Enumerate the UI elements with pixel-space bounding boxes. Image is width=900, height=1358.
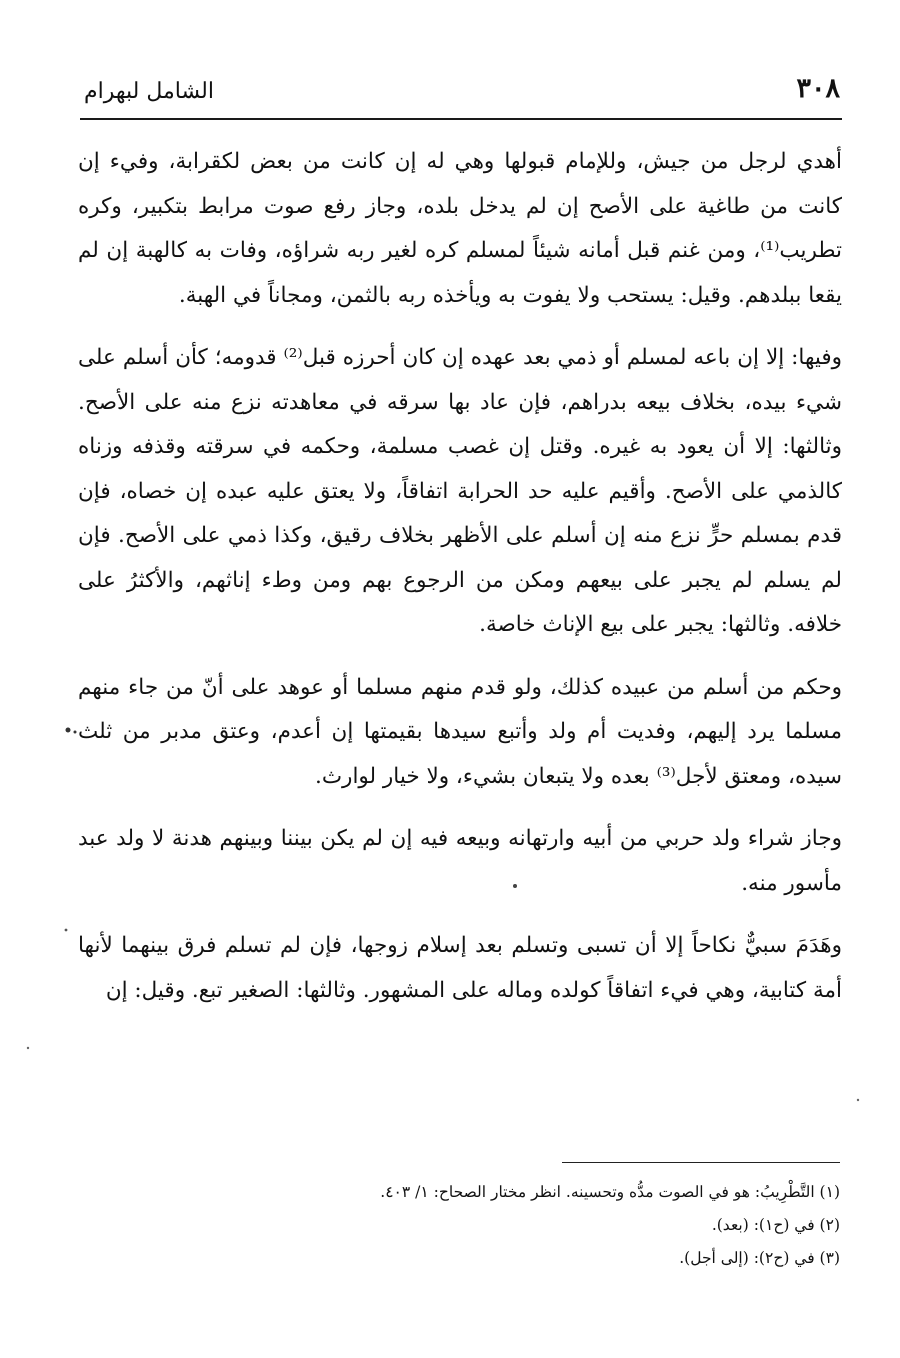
paragraph: وفيها: إلا إن باعه لمسلم أو ذمي بعد عهده إن كان أحرزه قبل⁽²⁾ قدومه؛ كأن أسلم على شيء بيده، بخلاف بيعه بدراهم، فإن عاد بها سرقه في معاهدته نزع منه على الأصح. وثالثها: إلا أن يعود به غيره. وقتل إن غصب مسلمة، وحكمه في سرقته وقذفه وزناه كالذمي على الأصح. وأقيم عليه حد الحرابة اتفاقاً، ولا يعتق عليه عبده إن خصاه، فإن قدم بمسلم حرٍّ نزع منه إن أسلم على الأظهر بخلاف رقيق، وكذا ذمي على الأصح. فإن لم يسلم لم يجبر على بيعهم ومكن من الرجوع بهم ومن وطء إناثهم، والأكثرُ على خلافه. وثالثها: يجبر على بيع الإناث خاصة. [78, 345, 842, 637]
scan-speck [857, 1099, 859, 1101]
paragraph: وجاز شراء ولد حربي من أبيه وارتهانه وبيعه فيه إن لم يكن بيننا وبينهم هدنة لا ولد عبد مأسور منه. [78, 826, 842, 896]
paragraph: أهدي لرجل من جيش، وللإمام قبولها وهي له إن كانت من بعض لكقرابة، وفيء إن كانت من طاغية على الأصح إن لم يدخل بلده، وجاز رفع صوت مرابط بتكبير، وكره تطريب⁽¹⁾، ومن غنم قبل أمانه شيئاً لمسلم كره لغير ربه شراؤه، وفات به كالهبة إن لم يقعا ببلدهم. وقيل: يستحب ولا يفوت به ويأخذه ربه بالثمن، ومجاناً في الهبة. [78, 149, 842, 308]
footnotes [80, 1176, 840, 1275]
scan-speck [66, 728, 71, 733]
header-rule [80, 118, 842, 120]
footnote: (١) التَّطْرِيبُ: هو في الصوت مدُّه وتحسينه. انظر مختار الصحاح: ١/ ٤٠٣. [380, 1183, 840, 1201]
paragraph: وهَدَمَ سبيٌّ نكاحاً إلا أن تسبى وتسلم بعد إسلام زوجها، فإن لم تسلم فرق بينهما لأنها أمة كتابية، وهي فيء اتفاقاً كولده وماله على المشهور. وثالثها: الصغير تبع. وقيل: إن [78, 933, 842, 1003]
footnote-separator [562, 1162, 840, 1163]
running-header [80, 68, 840, 114]
book-title: الشامل لبهرام [84, 79, 214, 104]
footnote: (٣) في (ح٢): (إلى أجل). [679, 1249, 840, 1267]
scan-speck [27, 1047, 29, 1049]
footnote: (٢) في (ح١): (بعد). [711, 1216, 840, 1234]
scan-speck [74, 731, 77, 734]
scan-speck [65, 929, 68, 932]
paragraph: وحكم من أسلم من عبيده كذلك، ولو قدم منهم مسلما أو عوهد على أنّ من جاء منهم مسلما يرد إليهم، وفديت أم ولد وأتبع سيدها بقيمتها إن أعدم، وعتق مدبر من ثلث سيده، ومعتق لأجل⁽³⁾ بعده ولا يتبعان بشيء، ولا خيار لوارث. [78, 674, 842, 789]
page-number: ٣٠٨ [796, 73, 840, 104]
main-text [78, 140, 842, 1013]
